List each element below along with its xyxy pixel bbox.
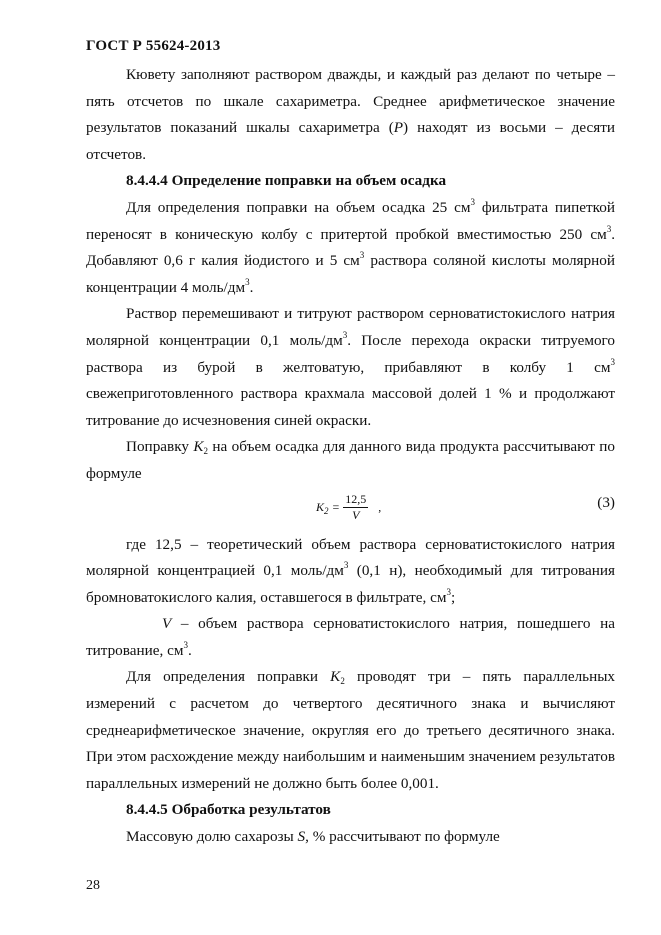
document-header: ГОСТ Р 55624-2013	[86, 38, 221, 54]
variable-p: P	[393, 119, 404, 137]
body-text	[86, 62, 615, 851]
formula-expression: $K_2$ = $\frac{12,5}{V}$ ,	[316, 491, 382, 522]
section-heading-8-4-4-4: 8.4.4.4 Определение поправки на объем осадка	[126, 172, 447, 190]
formula-number: (3)	[597, 493, 615, 511]
paragraph-k2-intro: Поправку $K_2$ на объем осадка для данного вида продукта рассчитывают по формуле	[86, 438, 615, 482]
paragraph-where-12-5: где 12,5 – теоретический объем раствора серноватистокислого натрия молярной концентрацией 0,1 моль/$дм^3$ (0,1 н), необходимый для титрования бромноватокислого калия, оставшегося в фильтрате, $см^3$;	[86, 535, 615, 606]
page-number: 28	[86, 878, 100, 893]
paragraph-where-v: V – объем раствора серноватистокислого натрия, пошедшего на титрование, $см^3$.	[86, 615, 615, 659]
paragraph-titration: Раствор перемешивают и титруют раствором серноватистокислого натрия молярной концентрации 0,1 моль/$дм^3$. После перехода окраски титруемого раствора из бурой в желтоватую, прибавляют в колбу 1 $см^3$ свежеприготовленного раствора крахмала массовой долей 1 % и продолжают титрование до исчезновения синей окраски.	[86, 305, 615, 429]
formula-fraction: $\frac{12,5}{V}$	[345, 491, 367, 522]
paragraph-sucrose-fraction: Массовую долю сахарозы S, % рассчитывают по формуле	[126, 828, 500, 846]
paragraph-sugar-readings: Кювету заполняют раствором дважды, и каждый раз делают по четыре – пять отсчетов по шкале сахариметра. Среднее арифметическое значение результатов показаний шкалы сахариметра (P) находят из восьми – десяти отсчетов.	[86, 66, 616, 163]
paragraph-parallel-measurements: Для определения поправки $K_2$ проводят три – пять параллельных измерений с расчетом до четвертого десятичного знака и вычисляют среднеарифметическое значение, округляя его до третьего десятичного знака. При этом расхождение между наибольшим и наименьшим значением результатов параллельных измерений не должно быть более 0,001.	[86, 668, 616, 792]
formula-3	[86, 490, 615, 528]
paragraph-sediment-correction: Для определения поправки на объем осадка 25 $см^3$ фильтрата пипеткой переносят в коническую колбу с притертой пробкой вместимостью 250 $см^3$. Добавляют 0,6 г калия йодистого и 5 $см^3$ раствора соляной кислоты молярной концентрации 4 моль/$дм^3$.	[86, 196, 616, 296]
section-heading-8-4-4-5: 8.4.4.5 Обработка результатов	[126, 801, 331, 819]
